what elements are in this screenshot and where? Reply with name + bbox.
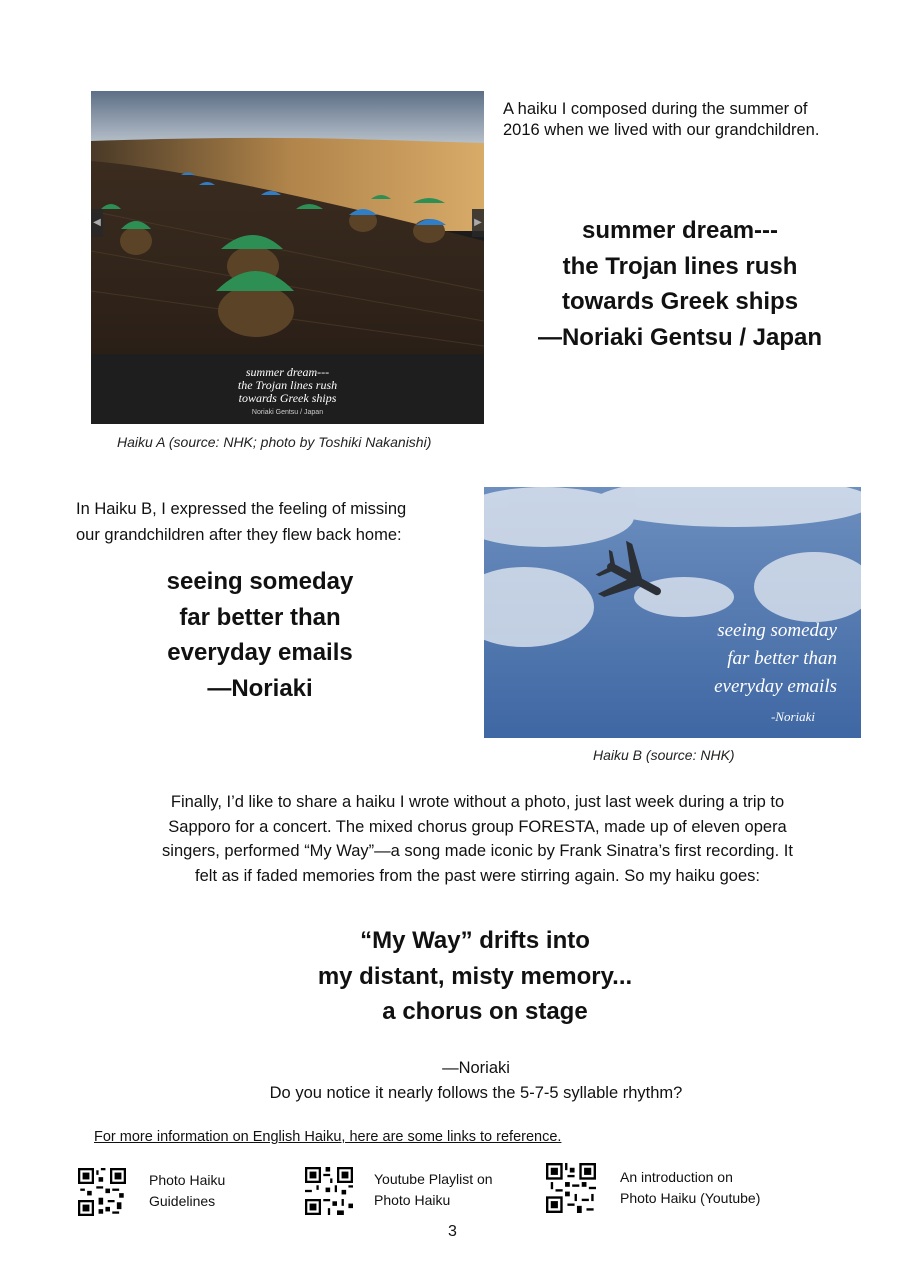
- prev-arrow-icon: ◀: [91, 209, 103, 237]
- paragraph-line: felt as if faded memories from the past were stirring again. So my haiku goes:: [195, 866, 760, 885]
- signature: —Noriaki: [442, 1059, 510, 1077]
- intro-a-line: A haiku I composed during the summer of: [503, 100, 808, 118]
- photo-b-overlay-line: far better than: [727, 648, 837, 669]
- haiku-b-photo: [484, 487, 861, 738]
- photo-a-overlay: [91, 354, 484, 424]
- link-youtube-playlist[interactable]: [374, 1169, 493, 1211]
- photo-a-caption: Haiku A (source: NHK; photo by Toshiki Nakanishi): [117, 434, 432, 450]
- intro-b: [76, 496, 476, 548]
- link-label: Guidelines: [149, 1193, 216, 1209]
- intro-b-line: our grandchildren after they flew back home:: [76, 526, 402, 544]
- haiku-a-line: the Trojan lines rush: [562, 252, 798, 280]
- photo-b-overlay-line: everyday emails: [714, 676, 837, 697]
- next-arrow-icon: ▶: [472, 209, 484, 237]
- qr-code-icon[interactable]: [305, 1167, 353, 1215]
- haiku-a-line: towards Greek ships: [561, 288, 799, 315]
- link-photo-haiku-guidelines[interactable]: [149, 1170, 225, 1212]
- photo-b-overlay-line: seeing someday: [717, 620, 837, 641]
- intro-b-line: In Haiku B, I expressed the feeling of missing: [76, 500, 407, 518]
- link-label: An introduction on: [620, 1169, 733, 1185]
- haiku-c-line: my distant, misty memory...: [317, 962, 633, 990]
- sky-airplane-image: [484, 487, 861, 738]
- signature-block: [76, 1056, 876, 1105]
- page-number: 3: [448, 1223, 457, 1240]
- haiku-a-line: summer dream---: [581, 217, 779, 244]
- haiku-c-line: “My Way” drifts into: [360, 927, 590, 954]
- overlay-line: summer dream---: [245, 365, 330, 379]
- haiku-a-photo: [91, 91, 484, 424]
- photo-b-caption: Haiku B (source: NHK): [593, 747, 735, 763]
- link-label: Photo Haiku: [374, 1192, 451, 1208]
- intro-a: [503, 99, 883, 141]
- haiku-c-line: a chorus on stage: [382, 998, 588, 1025]
- intro-a-line: 2016 when we lived with our grandchildren.: [503, 121, 820, 139]
- haiku-b-line: everyday emails: [167, 639, 353, 666]
- link-label: Photo Haiku (Youtube): [620, 1190, 761, 1206]
- paragraph-line: singers, performed “My Way”—a song made iconic by Frank Sinatra’s first recording. It: [162, 842, 793, 860]
- link-label: Youtube Playlist on: [374, 1171, 493, 1187]
- haiku-a: [490, 213, 870, 355]
- field-image: [91, 91, 484, 354]
- closing-paragraph: [80, 790, 875, 888]
- qr-code-icon[interactable]: [78, 1168, 126, 1216]
- overlay-author: Noriaki Gentsu / Japan: [251, 409, 324, 416]
- link-label: Photo Haiku: [149, 1172, 226, 1188]
- overlay-line: the Trojan lines rush: [237, 378, 338, 392]
- question: Do you notice it nearly follows the 5-7-5 syllable rhythm?: [269, 1083, 683, 1102]
- haiku-a-author: —Noriaki Gentsu / Japan: [537, 323, 823, 351]
- overlay-line: towards Greek ships: [238, 391, 337, 405]
- link-intro-youtube[interactable]: [620, 1167, 760, 1209]
- haiku-b-line: seeing someday: [166, 568, 354, 595]
- haiku-b-line: far better than: [179, 603, 341, 631]
- paragraph-line: Finally, I’d like to share a haiku I wrote without a photo, just last week during a trip to: [170, 793, 785, 811]
- photo-b-overlay-author: -Noriaki: [770, 709, 815, 724]
- haiku-b: [100, 564, 420, 706]
- qr-code-icon[interactable]: [546, 1163, 596, 1213]
- links-heading[interactable]: For more information on English Haiku, here are some links to reference.: [94, 1129, 562, 1145]
- haiku-c: [235, 923, 715, 1030]
- haiku-b-author: —Noriaki: [207, 674, 313, 702]
- paragraph-line: Sapporo for a concert. The mixed chorus group FORESTA, made up of eleven opera: [168, 817, 787, 836]
